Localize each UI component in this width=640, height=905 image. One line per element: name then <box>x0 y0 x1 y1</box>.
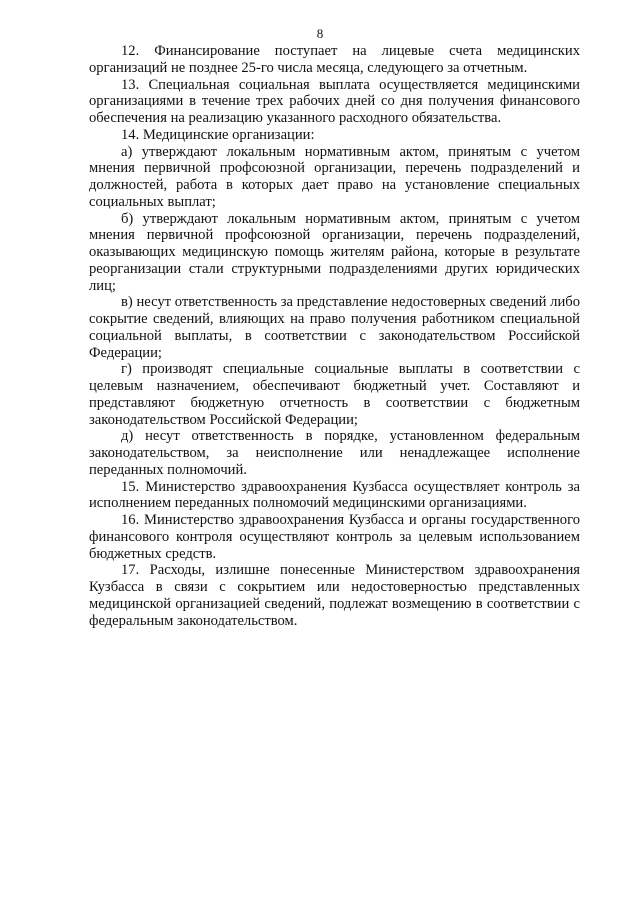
subparagraph-d: д) несут ответственность в порядке, установленном федеральным законодательством, за неисполнение или ненадлежащее исполнение переданных полномочий. <box>89 428 580 478</box>
subparagraph-a: а) утверждают локальным нормативным актом, принятым с учетом мнения первичной профсоюзной организации, перечень подразделений и должностей, работа в которых дает право на установление специальных социальных выплат; <box>89 143 580 210</box>
page-number: 8 <box>316 26 324 41</box>
paragraph-16: 16. Министерство здравоохранения Кузбасса и органы государственного финансового контроля осуществляют контроль за целевым использованием бюджетных средств. <box>89 512 580 562</box>
document-body <box>89 43 580 629</box>
subparagraph-b: б) утверждают локальным нормативным актом, принятым с учетом мнения первичной профсоюзной организации, перечень подразделений, оказывающих медицинскую помощь жителям района, которые в результате реорганизации стали структурными подразделениями других юридических лиц; <box>89 210 580 294</box>
paragraph-12: 12. Финансирование поступает на лицевые счета медицинских организаций не позднее 25-го числа месяца, следующего за отчетным. <box>89 43 580 76</box>
paragraph-17: 17. Расходы, излишне понесенные Министерством здравоохранения Кузбасса в связи с сокрытием или недостоверностью представленных медицинской организацией сведений, подлежат возмещению в соответствии с федеральным законодательством. <box>89 562 580 629</box>
paragraph-15: 15. Министерство здравоохранения Кузбасса осуществляет контроль за исполнением переданных полномочий медицинскими организациями. <box>89 478 580 512</box>
paragraph-14: 14. Медицинские организации: <box>121 126 315 143</box>
subparagraph-g: г) производят специальные социальные выплаты в соответствии с целевым назначением, обеспечивают бюджетный учет. Составляют и представляют бюджетную отчетность в соответствии с бюджетным законодательством Российской Федерации; <box>89 361 580 428</box>
paragraph-13: 13. Специальная социальная выплата осуществляется медицинскими организациями в течение трех рабочих дней со дня получения финансового обеспечения на реализацию указанного расходного обязательства. <box>89 76 580 126</box>
subparagraph-v: в) несут ответственность за представление недостоверных сведений либо сокрытие сведений, влияющих на право получения работником специальной социальной выплаты, в соответствии с законодательством Российской Федерации; <box>89 294 580 361</box>
